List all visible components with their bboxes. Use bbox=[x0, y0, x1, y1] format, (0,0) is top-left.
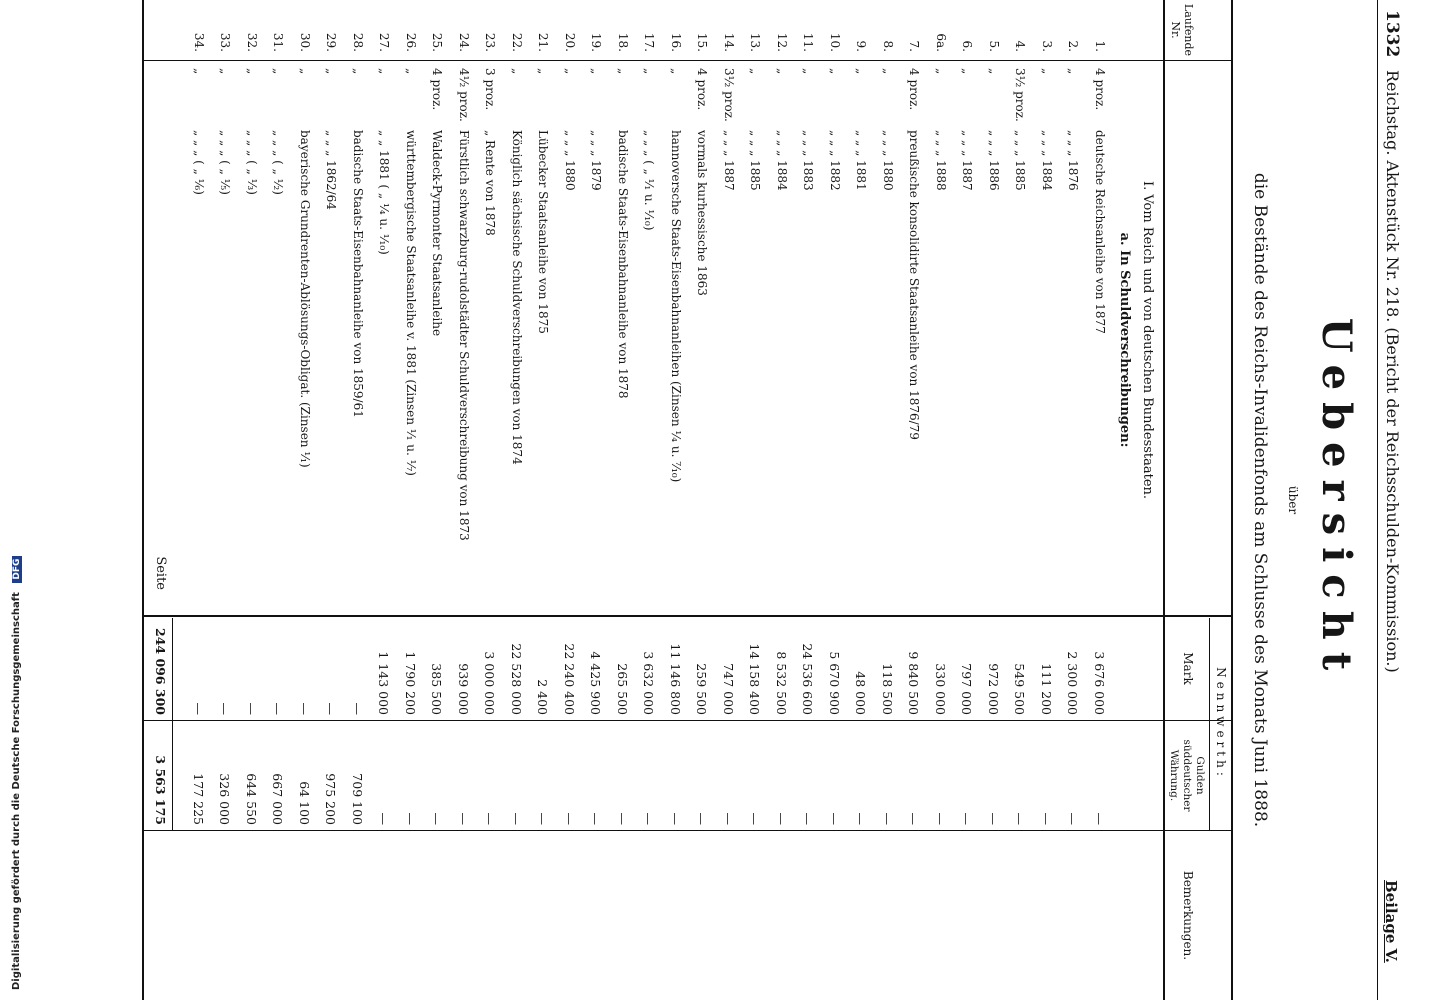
bond-description: württembergische Staatsanleihe v. 1881 (Zinsen ⅟₁ u. ⅟₇) bbox=[404, 130, 418, 476]
amount-gulden: — bbox=[747, 812, 762, 825]
table-row bbox=[212, 0, 232, 1000]
amount-mark: 259 500 bbox=[694, 663, 709, 715]
row-number: 18. bbox=[616, 32, 630, 52]
supplement-label: Beilage V. bbox=[1382, 880, 1400, 963]
bond-description: „ „ „ 1885 bbox=[1013, 130, 1027, 191]
bond-description: „ „ „ 1880 bbox=[563, 130, 577, 191]
row-number: 31. bbox=[271, 32, 285, 52]
bond-description: „ „ „ ( „ ⅟₁ u. ⅟₁₀) bbox=[642, 130, 656, 231]
amount-gulden: 975 200 bbox=[323, 773, 338, 825]
bond-description: „ Rente von 1878 bbox=[483, 130, 497, 236]
row-number: 6. bbox=[960, 40, 974, 52]
bond-description: „ „ „ 1881 bbox=[854, 130, 868, 191]
amount-mark: — bbox=[350, 702, 365, 715]
column-nennwerth: Nennwerth: bbox=[1214, 667, 1228, 780]
interest-rate: 4 proz. bbox=[430, 68, 444, 111]
interest-rate: „ bbox=[192, 68, 206, 75]
amount-mark: — bbox=[191, 702, 206, 715]
interest-rate: „ bbox=[854, 68, 868, 75]
totals-mark: 244 096 300 bbox=[153, 628, 168, 715]
bond-description: vormals kurhessische 1863 bbox=[695, 130, 709, 296]
dfg-logo: DFG bbox=[12, 556, 22, 583]
amount-gulden: — bbox=[853, 812, 868, 825]
amount-gulden: — bbox=[376, 812, 391, 825]
amount-gulden: — bbox=[694, 812, 709, 825]
row-number: 16. bbox=[669, 32, 683, 52]
amount-gulden: — bbox=[1092, 812, 1107, 825]
bond-description: badische Staats-Eisenbahnanleihe von 1859/61 bbox=[351, 130, 365, 418]
section-sub-heading: a. In Schuldverschreibungen: bbox=[1117, 232, 1132, 448]
table-row bbox=[795, 0, 815, 1000]
amount-mark: 5 670 900 bbox=[827, 651, 842, 715]
bond-description: preußische konsolidirte Staatsanleihe von 1876/79 bbox=[907, 130, 921, 440]
table-row bbox=[345, 0, 365, 1000]
amount-gulden: 177 225 bbox=[191, 773, 206, 825]
amount-gulden: — bbox=[535, 812, 550, 825]
interest-rate: 3½ proz. bbox=[1013, 68, 1027, 122]
row-number: 3. bbox=[1040, 40, 1054, 52]
table-top-rule bbox=[1231, 0, 1233, 1000]
amount-mark: — bbox=[217, 702, 232, 715]
interest-rate: „ bbox=[298, 68, 312, 75]
amount-mark: 3 632 000 bbox=[641, 651, 656, 715]
interest-rate: „ bbox=[801, 68, 815, 75]
document-subtitle: die Bestände des Reichs-Invalidenfonds am Schlusse des Monats Juni 1888. bbox=[1250, 172, 1270, 828]
bond-description: „ „ „ 1876 bbox=[1066, 130, 1080, 191]
table-head-rule bbox=[1163, 0, 1165, 1000]
bond-description: „ „ „ ( „ ⅟₂) bbox=[271, 130, 285, 195]
digitization-credit bbox=[0, 0, 22, 1000]
interest-rate: „ bbox=[245, 68, 259, 75]
table-row bbox=[769, 0, 789, 1000]
bond-description: „ „ „ 1888 bbox=[934, 130, 948, 191]
interest-rate: „ bbox=[563, 68, 577, 75]
amount-gulden: — bbox=[880, 812, 895, 825]
interest-rate: „ bbox=[828, 68, 842, 75]
interest-rate: „ bbox=[642, 68, 656, 75]
bond-description: „ „ 1881 ( „ ⅟₄ u. ⅟₁₀) bbox=[377, 130, 391, 255]
bond-description: „ „ „ 1862/64 bbox=[324, 130, 338, 210]
table-row bbox=[928, 0, 948, 1000]
amount-mark: 4 425 900 bbox=[588, 651, 603, 715]
interest-rate: 3 proz. bbox=[483, 68, 497, 111]
amount-mark: 8 532 500 bbox=[774, 651, 789, 715]
table-row bbox=[424, 0, 444, 1000]
table-row bbox=[371, 0, 391, 1000]
table-row bbox=[530, 0, 550, 1000]
table-row bbox=[318, 0, 338, 1000]
interest-rate: „ bbox=[271, 68, 285, 75]
table-row bbox=[1007, 0, 1027, 1000]
interest-rate: „ bbox=[1066, 68, 1080, 75]
amount-gulden: — bbox=[456, 812, 471, 825]
table-row bbox=[451, 0, 471, 1000]
row-number: 1. bbox=[1093, 40, 1107, 52]
interest-rate: „ bbox=[669, 68, 683, 75]
amount-gulden: — bbox=[615, 812, 630, 825]
interest-rate: „ bbox=[616, 68, 630, 75]
table-row bbox=[689, 0, 709, 1000]
table-row bbox=[239, 0, 259, 1000]
row-number: 29. bbox=[324, 32, 338, 52]
interest-rate: „ bbox=[404, 68, 418, 75]
amount-gulden: — bbox=[774, 812, 789, 825]
rotated-document-page bbox=[130, 0, 1410, 1000]
amount-mark: 14 158 400 bbox=[747, 643, 762, 715]
row-number: 12. bbox=[775, 32, 789, 52]
amount-gulden: — bbox=[668, 812, 683, 825]
table-row bbox=[265, 0, 285, 1000]
row-number: 21. bbox=[536, 32, 550, 52]
bond-description: Waldeck-Pyrmonter Staatsanleihe bbox=[430, 130, 444, 337]
header-rule bbox=[1377, 0, 1378, 1000]
bond-description: „ „ „ 1882 bbox=[828, 130, 842, 191]
amount-gulden: — bbox=[403, 812, 418, 825]
table-row bbox=[186, 0, 206, 1000]
amount-mark: 3 676 000 bbox=[1092, 651, 1107, 715]
document-title: Uebersicht bbox=[1313, 317, 1360, 683]
interest-rate: „ bbox=[351, 68, 365, 75]
row-number: 33. bbox=[218, 32, 232, 52]
row-number: 2. bbox=[1066, 40, 1080, 52]
table-row bbox=[875, 0, 895, 1000]
interest-rate: „ bbox=[1040, 68, 1054, 75]
amount-mark: 747 000 bbox=[721, 663, 736, 715]
amount-mark: 265 500 bbox=[615, 663, 630, 715]
row-number: 6a. bbox=[934, 33, 948, 52]
bond-description: „ „ „ 1887 bbox=[960, 130, 974, 191]
amount-gulden: — bbox=[1012, 812, 1027, 825]
interest-rate: 4 proz. bbox=[695, 68, 709, 111]
amount-mark: 330 000 bbox=[933, 663, 948, 715]
amount-mark: 549 500 bbox=[1012, 663, 1027, 715]
column-gulden: Gulden süddeutscher Währung. bbox=[1168, 739, 1206, 812]
row-number: 17. bbox=[642, 32, 656, 52]
amount-gulden: — bbox=[509, 812, 524, 825]
amount-mark: 3 000 000 bbox=[482, 651, 497, 715]
interest-rate: „ bbox=[748, 68, 762, 75]
amount-gulden: 64 100 bbox=[297, 781, 312, 825]
bond-description: „ „ „ 1883 bbox=[801, 130, 815, 191]
interest-rate: 4 proz. bbox=[1093, 68, 1107, 111]
interest-rate: 4½ proz. bbox=[457, 68, 471, 122]
bond-description: „ „ „ ( „ ⅟₅) bbox=[218, 130, 232, 195]
row-number: 27. bbox=[377, 32, 391, 52]
amount-gulden: — bbox=[933, 812, 948, 825]
row-number: 11. bbox=[801, 32, 815, 52]
amount-mark: 48 000 bbox=[853, 671, 868, 715]
bond-description: „ „ „ 1887 bbox=[722, 130, 736, 191]
amount-mark: 9 840 500 bbox=[906, 651, 921, 715]
page-number: 1332 bbox=[1382, 10, 1402, 58]
row-number: 14. bbox=[722, 32, 736, 52]
interest-rate: „ bbox=[881, 68, 895, 75]
amount-mark: 797 000 bbox=[959, 663, 974, 715]
section-main-heading: I. Vom Reich und von deutschen Bundesstaaten. bbox=[1140, 180, 1155, 500]
credit-text: Digitalisierung gefördert durch die Deutsche Forschungsgemeinschaft bbox=[11, 592, 22, 990]
amount-gulden: 709 100 bbox=[350, 773, 365, 825]
interest-rate: „ bbox=[775, 68, 789, 75]
table-row bbox=[504, 0, 524, 1000]
interest-rate: „ bbox=[377, 68, 391, 75]
row-number: 32. bbox=[245, 32, 259, 52]
table-row bbox=[1087, 0, 1107, 1000]
row-number: 24. bbox=[457, 32, 471, 52]
amount-mark: 1 143 000 bbox=[376, 651, 391, 715]
table-row bbox=[742, 0, 762, 1000]
table-row bbox=[981, 0, 1001, 1000]
amount-gulden: — bbox=[482, 812, 497, 825]
row-number: 28. bbox=[351, 32, 365, 52]
amount-gulden: — bbox=[986, 812, 1001, 825]
totals-gulden: 3 563 175 bbox=[153, 755, 168, 825]
amount-mark: 22 240 400 bbox=[562, 643, 577, 715]
table-row bbox=[848, 0, 868, 1000]
interest-rate: „ bbox=[960, 68, 974, 75]
amount-gulden: — bbox=[959, 812, 974, 825]
amount-gulden: — bbox=[1039, 812, 1054, 825]
table-row bbox=[610, 0, 630, 1000]
amount-mark: 2 300 000 bbox=[1065, 651, 1080, 715]
amount-mark: 111 200 bbox=[1039, 663, 1054, 715]
amount-gulden: — bbox=[827, 812, 842, 825]
row-number: 20. bbox=[563, 32, 577, 52]
amount-gulden: — bbox=[800, 812, 815, 825]
interest-rate: „ bbox=[987, 68, 1001, 75]
amount-gulden: — bbox=[641, 812, 656, 825]
credit-line bbox=[11, 556, 22, 990]
row-number: 7. bbox=[907, 40, 921, 52]
title-connector: über bbox=[1286, 485, 1300, 515]
amount-mark: — bbox=[244, 702, 259, 715]
amount-gulden: — bbox=[1065, 812, 1080, 825]
bond-description: badische Staats-Eisenbahnanleihe von 1878 bbox=[616, 130, 630, 399]
amount-mark: 385 500 bbox=[429, 663, 444, 715]
amount-mark: 118 500 bbox=[880, 663, 895, 715]
table-row bbox=[477, 0, 497, 1000]
table-row bbox=[716, 0, 736, 1000]
amount-gulden: 326 000 bbox=[217, 773, 232, 825]
nennwerth-rule bbox=[1209, 618, 1210, 830]
row-number: 19. bbox=[589, 32, 603, 52]
amount-gulden: — bbox=[906, 812, 921, 825]
totals-rule bbox=[172, 618, 173, 830]
table-row bbox=[557, 0, 577, 1000]
totals-label: Seite bbox=[153, 556, 168, 590]
row-number: 15. bbox=[695, 32, 709, 52]
bond-description: „ „ „ 1884 bbox=[1040, 130, 1054, 191]
bond-description: bayerische Grundrenten-Ablösungs-Obligat. (Zinsen ⅟₁) bbox=[298, 130, 312, 468]
amount-gulden: — bbox=[429, 812, 444, 825]
row-number: 26. bbox=[404, 32, 418, 52]
row-number: 25. bbox=[430, 32, 444, 52]
bond-description: Lübecker Staatsanleihe von 1875 bbox=[536, 130, 550, 334]
interest-rate: 4 proz. bbox=[907, 68, 921, 111]
running-header-text: Reichstag. Aktenstück Nr. 218. (Bericht der Reichsschulden-Kommission.) bbox=[1383, 70, 1402, 673]
column-laufende-nr: Laufende Nr. bbox=[1169, 3, 1195, 57]
amount-gulden: — bbox=[721, 812, 736, 825]
bond-description: „ „ „ 1880 bbox=[881, 130, 895, 191]
interest-rate: „ bbox=[589, 68, 603, 75]
amount-gulden: — bbox=[562, 812, 577, 825]
amount-mark: 972 000 bbox=[986, 663, 1001, 715]
interest-rate: „ bbox=[536, 68, 550, 75]
row-number: 5. bbox=[987, 40, 1001, 52]
row-number: 8. bbox=[881, 40, 895, 52]
amount-gulden: — bbox=[588, 812, 603, 825]
row-number: 22. bbox=[510, 32, 524, 52]
bond-description: „ „ „ 1886 bbox=[987, 130, 1001, 191]
amount-gulden: 667 000 bbox=[270, 773, 285, 825]
table-row bbox=[901, 0, 921, 1000]
bond-description: „ „ „ ( „ ⅟₃) bbox=[245, 130, 259, 195]
table-row bbox=[663, 0, 683, 1000]
amount-mark: — bbox=[323, 702, 338, 715]
amount-mark: 24 536 600 bbox=[800, 643, 815, 715]
table-row bbox=[292, 0, 312, 1000]
running-header bbox=[1376, 0, 1402, 1000]
table-row bbox=[1060, 0, 1080, 1000]
column-bemerkungen: Bemerkungen. bbox=[1181, 870, 1195, 961]
row-number: 23. bbox=[483, 32, 497, 52]
bond-description: Königlich sächsische Schuldverschreibungen von 1874 bbox=[510, 130, 524, 465]
row-number: 9. bbox=[854, 40, 868, 52]
row-number: 4. bbox=[1013, 40, 1027, 52]
table-row bbox=[954, 0, 974, 1000]
bond-description: deutsche Reichsanleihe von 1877 bbox=[1093, 130, 1107, 334]
amount-mark: 1 790 200 bbox=[403, 651, 418, 715]
row-number: 10. bbox=[828, 32, 842, 52]
amount-mark: 939 000 bbox=[456, 663, 471, 715]
amount-mark: — bbox=[270, 702, 285, 715]
bond-description: hannoversche Staats-Eisenbahnanleihen (Zinsen ¼ u. ⁷⁄₁₀) bbox=[669, 130, 683, 483]
row-number: 34. bbox=[192, 32, 206, 52]
bond-description: „ „ „ 1885 bbox=[748, 130, 762, 191]
amount-mark: 22 528 000 bbox=[509, 643, 524, 715]
amount-gulden: 644 550 bbox=[244, 773, 259, 825]
amount-mark: 2 400 bbox=[535, 679, 550, 715]
interest-rate: 3½ proz. bbox=[722, 68, 736, 122]
column-mark: Mark bbox=[1181, 652, 1195, 685]
table-bottom-rule bbox=[142, 0, 144, 1000]
table-row bbox=[822, 0, 842, 1000]
amount-mark: 11 146 800 bbox=[668, 643, 683, 715]
bond-description: „ „ „ ( „ ⅟₆) bbox=[192, 130, 206, 195]
interest-rate: „ bbox=[934, 68, 948, 75]
row-number: 13. bbox=[748, 32, 762, 52]
bond-description: „ „ „ 1879 bbox=[589, 130, 603, 191]
interest-rate: „ bbox=[324, 68, 338, 75]
bond-description: Fürstlich schwarzburg-rudolstädter Schuldverschreibung von 1873 bbox=[457, 130, 471, 541]
table-row bbox=[636, 0, 656, 1000]
table-row bbox=[398, 0, 418, 1000]
interest-rate: „ bbox=[218, 68, 232, 75]
amount-mark: — bbox=[297, 702, 312, 715]
table-row bbox=[583, 0, 603, 1000]
bond-description: „ „ „ 1884 bbox=[775, 130, 789, 191]
table-row bbox=[1034, 0, 1054, 1000]
interest-rate: „ bbox=[510, 68, 524, 75]
row-number: 30. bbox=[298, 32, 312, 52]
